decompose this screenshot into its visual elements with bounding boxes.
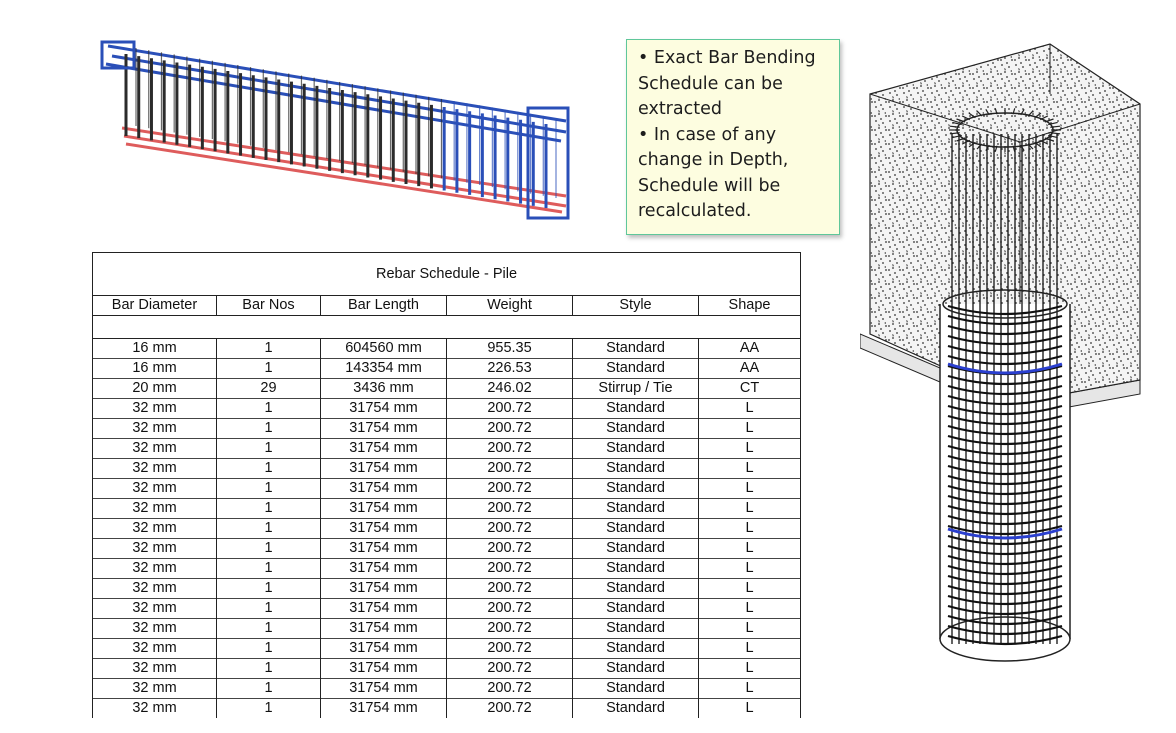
table-cell: Standard — [573, 519, 699, 539]
table-cell: Standard — [573, 479, 699, 499]
table-cell: Standard — [573, 639, 699, 659]
table-row — [93, 599, 801, 619]
table-cell: L — [699, 459, 801, 479]
table-cell: 31754 mm — [321, 419, 447, 439]
table-cell: 3436 mm — [321, 379, 447, 399]
table-cell: Standard — [573, 619, 699, 639]
table-cell: AA — [699, 339, 801, 359]
table-cell: 31754 mm — [321, 559, 447, 579]
table-cell: 31754 mm — [321, 459, 447, 479]
table-cell: 31754 mm — [321, 659, 447, 679]
table-cell: 200.72 — [447, 439, 573, 459]
table-cell: 1 — [217, 559, 321, 579]
table-cell: 1 — [217, 499, 321, 519]
table-row — [93, 399, 801, 419]
table-cell: 200.72 — [447, 619, 573, 639]
table-cell: 31754 mm — [321, 399, 447, 419]
table-cell: 226.53 — [447, 359, 573, 379]
beam-rebar-cage-icon — [102, 42, 568, 218]
pile-rebar-cage-icon — [860, 44, 1140, 661]
table-cell: 200.72 — [447, 479, 573, 499]
table-cell: 1 — [217, 419, 321, 439]
table-row — [93, 679, 801, 699]
table-cell: 200.72 — [447, 499, 573, 519]
table-cell: 32 mm — [93, 519, 217, 539]
table-cell: 32 mm — [93, 679, 217, 699]
table-cell: Standard — [573, 659, 699, 679]
table-row — [93, 359, 801, 379]
table-cell: 1 — [217, 539, 321, 559]
table-cell: CT — [699, 379, 801, 399]
table-cell: 1 — [217, 359, 321, 379]
table-cell: AA — [699, 359, 801, 379]
table-cell: 31754 mm — [321, 619, 447, 639]
pile-rebar-cage-illustration — [860, 34, 1150, 674]
table-cell: 32 mm — [93, 539, 217, 559]
table-cell: L — [699, 699, 801, 719]
table-cell: 200.72 — [447, 659, 573, 679]
table-cell: Standard — [573, 419, 699, 439]
rebar-schedule-table — [92, 252, 801, 718]
table-cell: 200.72 — [447, 699, 573, 719]
table-cell: L — [699, 399, 801, 419]
table-cell: Standard — [573, 539, 699, 559]
table-row — [93, 639, 801, 659]
table-cell: Standard — [573, 579, 699, 599]
table-cell: L — [699, 439, 801, 459]
table-cell: 1 — [217, 639, 321, 659]
column-header: Shape — [699, 296, 801, 316]
table-cell: L — [699, 559, 801, 579]
table-cell: 32 mm — [93, 579, 217, 599]
table-cell: 200.72 — [447, 679, 573, 699]
table-cell: 1 — [217, 659, 321, 679]
table-cell: 32 mm — [93, 619, 217, 639]
table-cell: L — [699, 619, 801, 639]
schedule-title: Rebar Schedule - Pile — [93, 253, 801, 296]
table-cell: 1 — [217, 399, 321, 419]
table-cell: 1 — [217, 519, 321, 539]
table-cell: 31754 mm — [321, 519, 447, 539]
table-row — [93, 699, 801, 719]
table-cell: L — [699, 579, 801, 599]
beam-rebar-cage-illustration — [96, 36, 586, 226]
table-cell: 32 mm — [93, 499, 217, 519]
table-cell: 31754 mm — [321, 439, 447, 459]
column-header: Weight — [447, 296, 573, 316]
table-cell: L — [699, 519, 801, 539]
table-cell: L — [699, 539, 801, 559]
note-item-recalc: • In case of any change in Depth, Schedule will be recalculated. — [638, 124, 789, 221]
table-cell: 246.02 — [447, 379, 573, 399]
table-cell: 1 — [217, 459, 321, 479]
table-cell: 1 — [217, 579, 321, 599]
table-row — [93, 419, 801, 439]
table-cell: 32 mm — [93, 479, 217, 499]
column-header: Bar Nos — [217, 296, 321, 316]
table-cell: 31754 mm — [321, 579, 447, 599]
table-cell: 200.72 — [447, 639, 573, 659]
table-cell: 200.72 — [447, 419, 573, 439]
table-cell: Standard — [573, 699, 699, 719]
table-cell: Standard — [573, 679, 699, 699]
rebar-schedule — [92, 252, 800, 718]
table-cell: 32 mm — [93, 419, 217, 439]
table-cell: 200.72 — [447, 559, 573, 579]
table-cell: 32 mm — [93, 399, 217, 419]
table-cell: 200.72 — [447, 579, 573, 599]
table-cell: Standard — [573, 599, 699, 619]
table-cell: 20 mm — [93, 379, 217, 399]
note-item-bbs: • Exact Bar Bending Schedule can be extracted — [638, 48, 816, 119]
table-cell: L — [699, 419, 801, 439]
table-cell: 31754 mm — [321, 479, 447, 499]
table-cell: 143354 mm — [321, 359, 447, 379]
table-row — [93, 339, 801, 359]
table-cell: 200.72 — [447, 539, 573, 559]
table-cell: 1 — [217, 619, 321, 639]
table-cell: 32 mm — [93, 439, 217, 459]
table-cell: 32 mm — [93, 659, 217, 679]
schedule-body — [93, 339, 801, 719]
table-cell: L — [699, 499, 801, 519]
table-cell: Standard — [573, 499, 699, 519]
table-row — [93, 519, 801, 539]
table-cell: 604560 mm — [321, 339, 447, 359]
table-cell: 200.72 — [447, 459, 573, 479]
table-cell: Standard — [573, 459, 699, 479]
table-cell: Stirrup / Tie — [573, 379, 699, 399]
table-cell: 1 — [217, 599, 321, 619]
table-cell: Standard — [573, 439, 699, 459]
table-row — [93, 479, 801, 499]
table-cell: 32 mm — [93, 459, 217, 479]
table-cell: 31754 mm — [321, 499, 447, 519]
table-cell: 200.72 — [447, 599, 573, 619]
table-cell: 31754 mm — [321, 599, 447, 619]
header-spacer-row — [93, 316, 801, 339]
table-cell: 1 — [217, 439, 321, 459]
table-row — [93, 379, 801, 399]
table-cell: 955.35 — [447, 339, 573, 359]
table-row — [93, 439, 801, 459]
table-cell: 200.72 — [447, 519, 573, 539]
table-cell: 200.72 — [447, 399, 573, 419]
column-header: Bar Length — [321, 296, 447, 316]
table-cell: L — [699, 659, 801, 679]
table-cell: 1 — [217, 479, 321, 499]
table-cell: 32 mm — [93, 559, 217, 579]
table-cell: Standard — [573, 339, 699, 359]
table-cell: Standard — [573, 559, 699, 579]
table-cell: Standard — [573, 399, 699, 419]
table-row — [93, 579, 801, 599]
table-cell: L — [699, 639, 801, 659]
table-cell: 1 — [217, 339, 321, 359]
table-cell: L — [699, 599, 801, 619]
table-cell: 1 — [217, 699, 321, 719]
table-cell: 16 mm — [93, 339, 217, 359]
table-row — [93, 619, 801, 639]
table-cell: 31754 mm — [321, 539, 447, 559]
table-cell: 1 — [217, 679, 321, 699]
table-row — [93, 659, 801, 679]
table-row — [93, 459, 801, 479]
table-cell: L — [699, 479, 801, 499]
table-cell: 32 mm — [93, 639, 217, 659]
column-header: Style — [573, 296, 699, 316]
table-cell: Standard — [573, 359, 699, 379]
table-row — [93, 559, 801, 579]
column-header: Bar Diameter — [93, 296, 217, 316]
table-cell: L — [699, 679, 801, 699]
table-cell: 31754 mm — [321, 639, 447, 659]
table-cell: 32 mm — [93, 599, 217, 619]
table-row — [93, 499, 801, 519]
table-cell: 31754 mm — [321, 699, 447, 719]
feature-note-callout — [626, 39, 840, 235]
table-cell: 16 mm — [93, 359, 217, 379]
table-cell: 32 mm — [93, 699, 217, 719]
table-row — [93, 539, 801, 559]
table-cell: 29 — [217, 379, 321, 399]
table-cell: 31754 mm — [321, 679, 447, 699]
